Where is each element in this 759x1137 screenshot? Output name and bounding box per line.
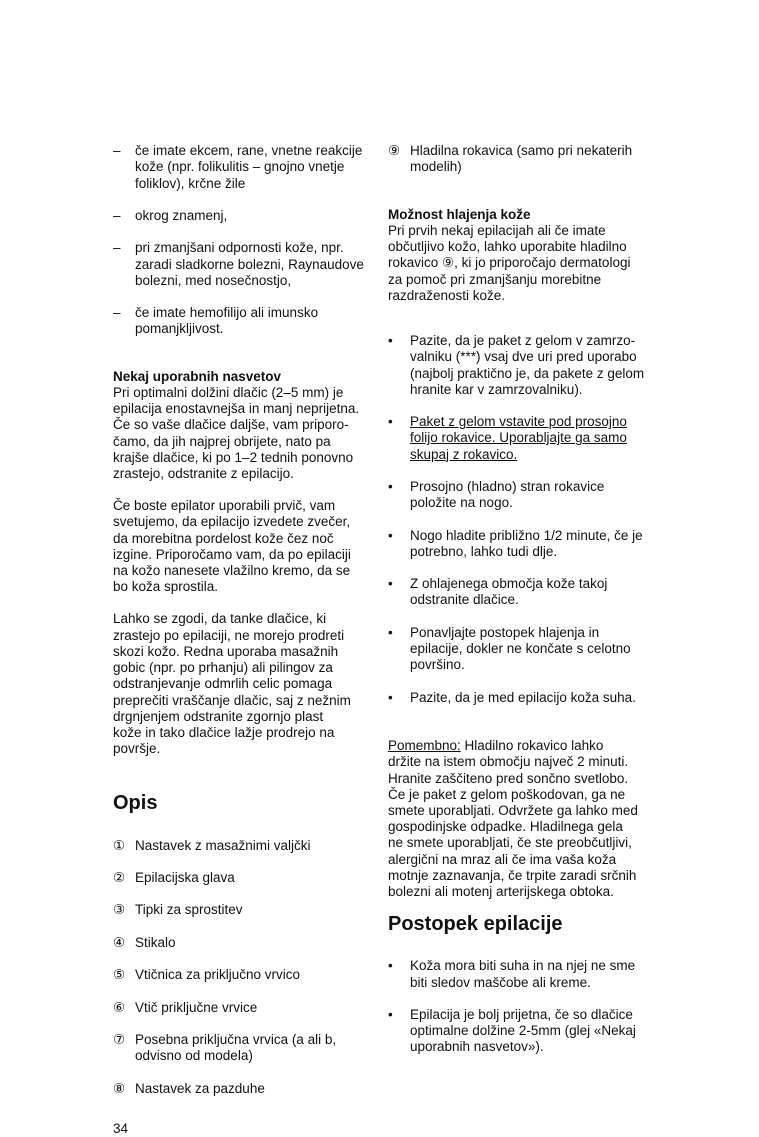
list-item bbox=[113, 1032, 375, 1064]
list-item-text: Posebna priključna vrvica (a ali b, odvisno od modela) bbox=[135, 1031, 337, 1064]
dash-marker: – bbox=[113, 208, 121, 224]
number-marker: ⑨ bbox=[388, 143, 401, 159]
list-item-text: pri zmanjšani odpornosti kože, npr. zaradi sladkorne bolezni, Raynaudove bolezni, med nosečnostjo, bbox=[135, 240, 364, 288]
important-label: Pomembno: bbox=[388, 738, 461, 754]
tips-heading: Nekaj uporabnih nasvetov bbox=[113, 368, 282, 384]
list-item-text: Nastavek z masažnimi valjčki bbox=[135, 837, 311, 853]
opis-heading: Opis bbox=[113, 792, 158, 815]
number-marker: ⑤ bbox=[113, 967, 126, 983]
list-item bbox=[113, 143, 375, 192]
bullet-marker: • bbox=[388, 689, 393, 705]
list-item bbox=[388, 958, 678, 990]
list-item bbox=[388, 1007, 678, 1056]
list-item bbox=[113, 305, 375, 337]
number-marker: ② bbox=[113, 869, 126, 885]
right-column bbox=[388, 127, 678, 1072]
list-item bbox=[388, 479, 678, 511]
bullet-marker: • bbox=[388, 1006, 393, 1022]
dash-marker: – bbox=[113, 240, 121, 256]
procedure-heading: Postopek epilacije bbox=[388, 913, 563, 936]
list-item bbox=[388, 333, 678, 398]
list-item bbox=[113, 240, 375, 289]
number-marker: ① bbox=[113, 837, 126, 853]
number-marker: ④ bbox=[113, 934, 126, 950]
list-item bbox=[113, 208, 375, 224]
number-marker: ③ bbox=[113, 902, 126, 918]
left-column bbox=[113, 127, 375, 1137]
list-item-text: Hladilna rokavica (samo pri nekaterih modelih) bbox=[410, 143, 633, 175]
bullet-marker: • bbox=[388, 958, 393, 974]
cooling-heading: Možnost hlajenja kože bbox=[388, 206, 531, 222]
list-item bbox=[388, 690, 678, 706]
list-item-text: Tipki za sprostitev bbox=[135, 902, 243, 918]
list-item-text: Vtičnica za priključno vrvico bbox=[135, 967, 301, 983]
bullet-marker: • bbox=[388, 624, 393, 640]
important-note bbox=[388, 738, 678, 900]
tips-paragraph: Pri optimalni dolžini dlačic (2–5 mm) je epilacija enostavnejša in manj neprijetna. Če so vaše dlačice daljše, vam priporo- čamo, da jih najprej obrijete, nato pa krajše dlačice, ki po 1–2 tednih ponovno zrastejo, odstranite z epilacijo. bbox=[113, 385, 360, 482]
list-item bbox=[113, 967, 375, 983]
cooling-paragraph: Pri prvih nekaj epilacijah ali če imate občutljivo kožo, lahko uporabite hladilno rokavico ⑨, ki jo priporočajo dermatologi za pomoč pri zmanjšanju morebitne razdraženosti kože. bbox=[388, 223, 631, 303]
procedure-bullets bbox=[388, 942, 678, 1072]
list-item-text: Epilacija je bolj prijetna, če so dlačice optimalne dolžine 2-5mm (glej «Nekaj uporabnih nasvetov»). bbox=[410, 1006, 636, 1055]
bullet-marker: • bbox=[388, 527, 393, 543]
cooling-bullets bbox=[388, 317, 678, 722]
number-marker: ⑦ bbox=[113, 1031, 126, 1047]
number-marker: ⑥ bbox=[113, 999, 126, 1015]
list-item bbox=[113, 1000, 375, 1016]
list-item bbox=[113, 935, 375, 951]
list-item bbox=[388, 625, 678, 674]
tips-paragraph: Če boste epilator uporabili prvič, vam svetujemo, da epilacijo izvedete zvečer, da morebitna pordelost kože čez noč izgine. Priporočamo vam, da po epilaciji na kožo nanesete vlažilno kremo, da se bo koža sprostila. bbox=[113, 498, 351, 595]
important-text: Hladilno rokavico lahko držite na istem območju največ 2 minuti. Hranite zaščiteno pred sončno svetlobo. Če je paket z gelom poškodovan, ga ne smete uporabljati. Odvržete ga lahko med gospodinjske odpadke. Hladilnega gela ne smete uporabljati, če ste preobčutljivi, alergični na mraz ali če ima vaša koža motnje zaznavanja, če trpite zaradi srčnih bolezni ali motenj arterijskega obtoka. bbox=[388, 738, 638, 899]
list-item-text: Pazite, da je paket z gelom v zamrzo- valniku (***) vsaj dve uri pred uporabo (najbolj praktično je, da pakete z gelom hranite kar v zamrzovalniku). bbox=[410, 333, 645, 397]
list-item-text: Vtič priključne vrvice bbox=[135, 999, 258, 1015]
list-item-text: Epilacijska glava bbox=[135, 869, 235, 885]
parts-list-continued bbox=[388, 127, 678, 192]
list-item bbox=[388, 143, 678, 175]
list-item-text: Ponavljajte postopek hlajenja in epilacije, dokler ne končate s celotno površino. bbox=[410, 624, 631, 673]
list-item-text: Koža mora biti suha in na njej ne sme biti sledov maščobe ali kreme. bbox=[410, 958, 636, 990]
list-item-text: Pazite, da je med epilacijo koža suha. bbox=[410, 689, 636, 705]
dash-marker: – bbox=[113, 305, 121, 321]
parts-list bbox=[113, 821, 375, 1113]
list-item bbox=[113, 870, 375, 886]
list-item-text: Nastavek za pazduhe bbox=[135, 1080, 265, 1096]
list-item bbox=[113, 838, 375, 854]
dash-marker: – bbox=[113, 143, 121, 159]
list-item-text: Stikalo bbox=[135, 934, 176, 950]
bullet-marker: • bbox=[388, 333, 393, 349]
list-item-text: Nogo hladite približno 1/2 minute, če je potrebno, lahko tudi dlje. bbox=[410, 527, 643, 559]
list-item bbox=[113, 1081, 375, 1097]
list-item-text: če imate hemofilijo ali imunsko pomanjkljivost. bbox=[135, 305, 319, 337]
list-item-text: okrog znamenj, bbox=[135, 208, 228, 224]
page-number: 34 bbox=[113, 1120, 129, 1136]
list-item-text: Z ohlajenega območja kože takoj odstranite dlačice. bbox=[410, 576, 608, 608]
list-item-text-underlined: Paket z gelom vstavite pod prosojno folijo rokavice. Uporabljajte ga samo skupaj z rokavico. bbox=[410, 414, 627, 462]
number-marker: ⑧ bbox=[113, 1080, 126, 1096]
bullet-marker: • bbox=[388, 479, 393, 495]
list-item bbox=[388, 576, 678, 608]
bullet-marker: • bbox=[388, 414, 393, 430]
contraindications-list bbox=[113, 127, 375, 354]
list-item-text: če imate ekcem, rane, vnetne reakcije kože (npr. folikulitis – gnojno vnetje foliklov), krčne žile bbox=[135, 143, 363, 191]
list-item-text: Prosojno (hladno) stran rokavice položite na nogo. bbox=[410, 479, 605, 511]
tips-paragraph: Lahko se zgodi, da tanke dlačice, ki zrastejo po epilaciji, ne morejo prodreti skozi kožo. Redna uporaba masažnih gobic (npr. po prhanju) ali pilingov za odstranjevanje odmrlih celic pomaga preprečiti vraščanje dlačic, saj z nežnim drgnjenjem odstranite zgornjo plast kože in tako dlačice lažje prodrejo na površje. bbox=[113, 611, 351, 757]
bullet-marker: • bbox=[388, 576, 393, 592]
list-item bbox=[388, 414, 678, 463]
list-item bbox=[388, 528, 678, 560]
list-item bbox=[113, 902, 375, 918]
